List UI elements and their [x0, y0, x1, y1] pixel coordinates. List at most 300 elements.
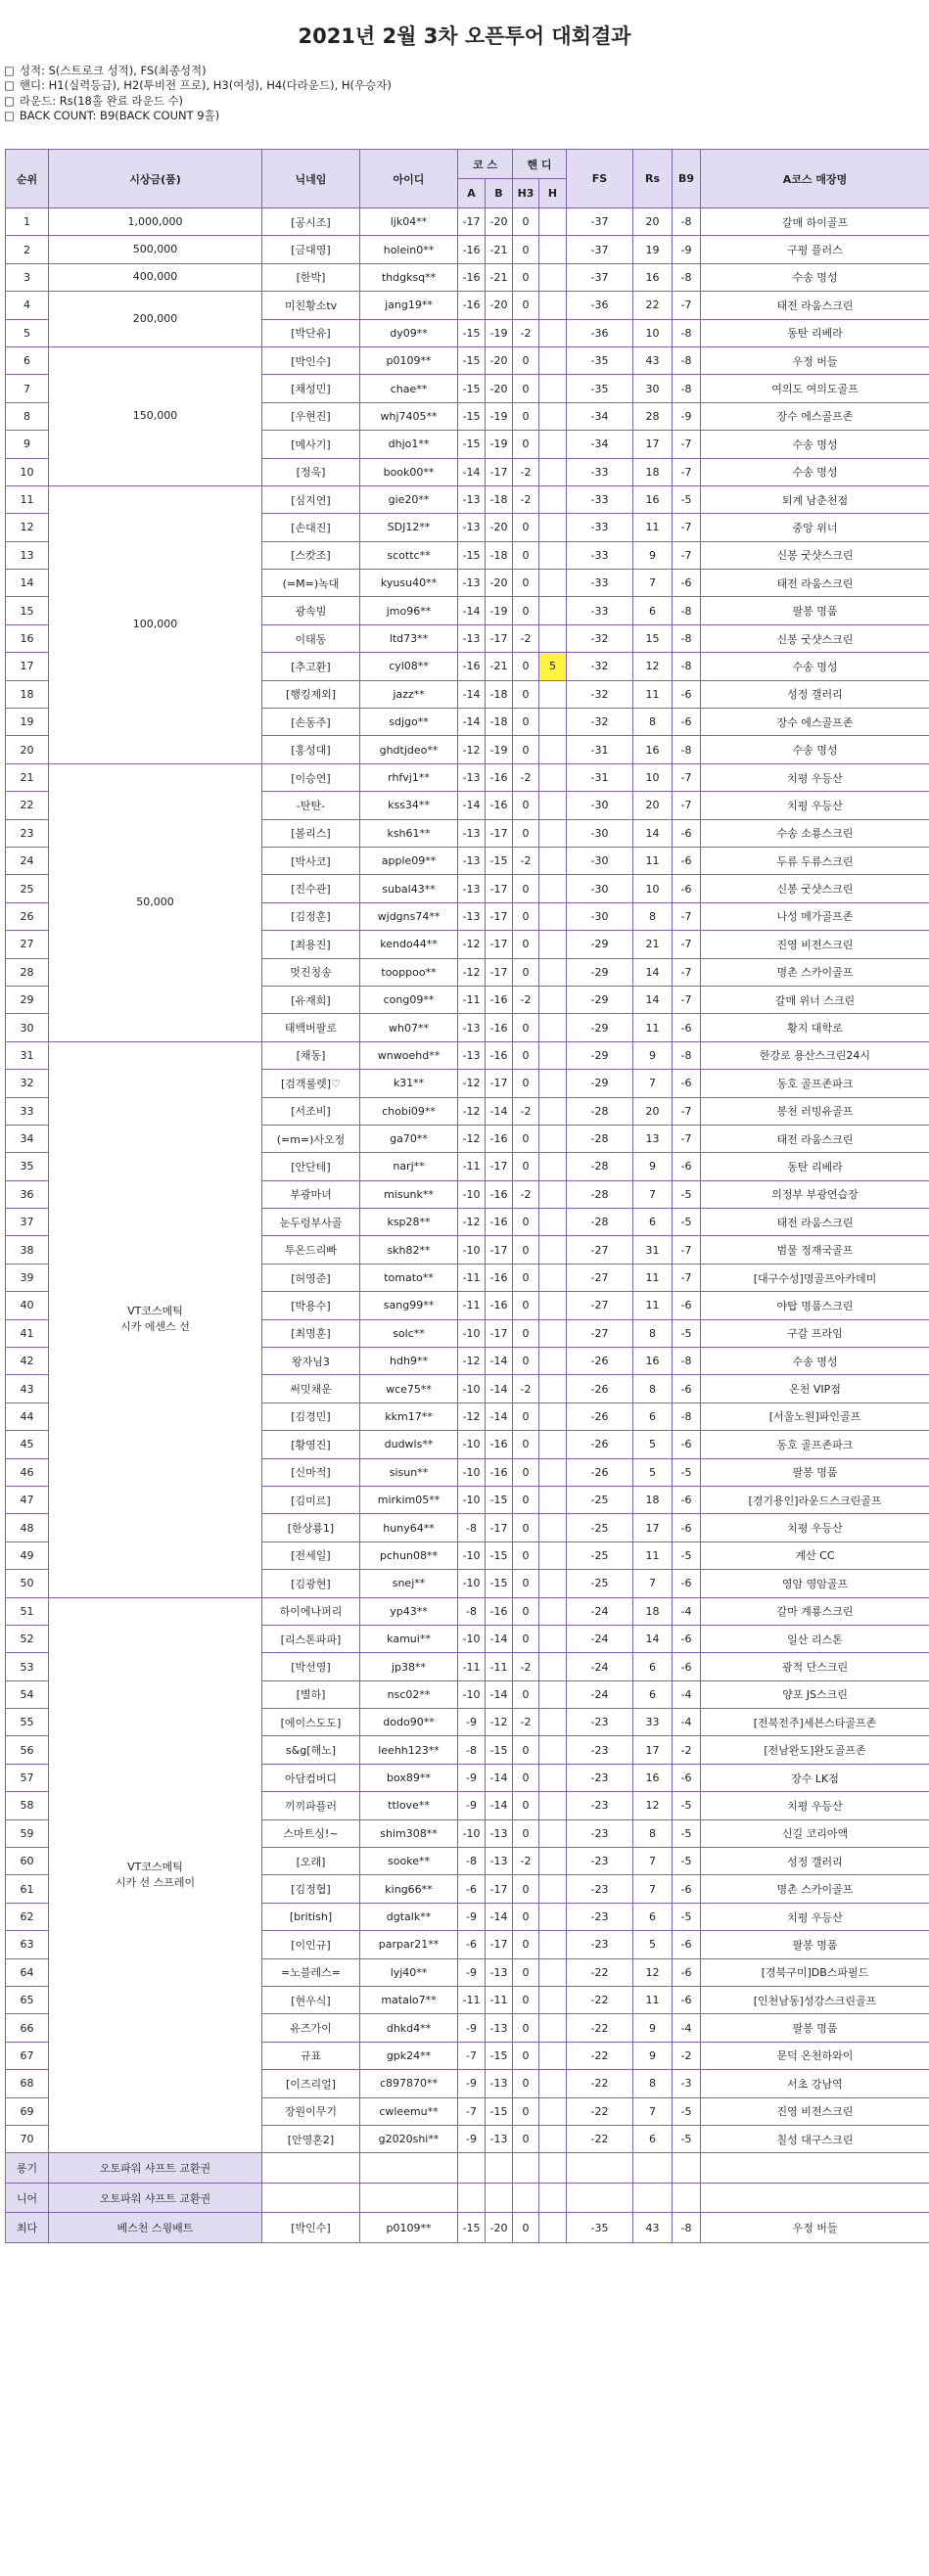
- nickname-cell: [김미르]: [262, 1486, 360, 1513]
- b-cell: -14: [486, 1348, 513, 1375]
- rs-cell: 28: [633, 402, 673, 430]
- store-cell: 장수 LK점: [701, 1764, 929, 1791]
- b9-cell: -9: [673, 236, 701, 263]
- id-cell: king66**: [360, 1875, 458, 1903]
- b9-cell: -8: [673, 263, 701, 291]
- h-cell: [539, 819, 567, 847]
- nickname-cell: 미친황소tv: [262, 292, 360, 319]
- b9-cell: -6: [673, 1014, 701, 1041]
- rs-cell: 6: [633, 2125, 673, 2152]
- id-cell: shim308**: [360, 1819, 458, 1847]
- b-cell: -13: [486, 2014, 513, 2042]
- store-cell: [전북전주]세븐스타골프존: [701, 1709, 929, 1736]
- h3-cell: 0: [513, 902, 539, 930]
- b-cell: -17: [486, 1070, 513, 1097]
- b-cell: -14: [486, 1792, 513, 1819]
- store-cell: 갈마 계룡스크린: [701, 1597, 929, 1625]
- rank-cell: 67: [6, 2042, 49, 2069]
- id-cell: ltd73**: [360, 624, 458, 652]
- h3-cell: 0: [513, 1514, 539, 1541]
- b-cell: -14: [486, 1680, 513, 1708]
- nickname-cell: [김광현]: [262, 1570, 360, 1597]
- h3-cell: 0: [513, 1014, 539, 1041]
- b9-cell: -6: [673, 680, 701, 708]
- nickname-cell: 규표: [262, 2042, 360, 2069]
- rs-cell: 10: [633, 763, 673, 791]
- nickname-cell: [채동]: [262, 1041, 360, 1069]
- h3-cell: 0: [513, 709, 539, 736]
- rank-cell: 7: [6, 375, 49, 402]
- id-cell: misunk**: [360, 1180, 458, 1208]
- b-cell: -15: [486, 1736, 513, 1764]
- rs-cell: 19: [633, 236, 673, 263]
- rank-cell: 65: [6, 1987, 49, 2014]
- id-cell: kamui**: [360, 1625, 458, 1652]
- h-cell: [539, 763, 567, 791]
- id-cell: p0109**: [360, 2213, 458, 2243]
- rs-cell: 12: [633, 1792, 673, 1819]
- h3-cell: 0: [513, 1292, 539, 1319]
- b9-cell: -6: [673, 1292, 701, 1319]
- b-cell: -16: [486, 792, 513, 819]
- fs-cell: -32: [567, 709, 633, 736]
- a-cell: -12: [458, 1209, 486, 1236]
- rs-cell: 11: [633, 1541, 673, 1569]
- h3-cell: 0: [513, 931, 539, 958]
- a-cell: -11: [458, 1653, 486, 1680]
- rank-cell: 37: [6, 1209, 49, 1236]
- store-cell: 수송 명성: [701, 263, 929, 291]
- prize-cell: 100,000: [49, 485, 262, 763]
- store-cell: 성정 갤러리: [701, 680, 929, 708]
- rs-cell: 5: [633, 1458, 673, 1486]
- a-cell: -16: [458, 263, 486, 291]
- b9-cell: -6: [673, 1931, 701, 1958]
- b9-cell: -8: [673, 1041, 701, 1069]
- rs-cell: 18: [633, 1597, 673, 1625]
- rs-cell: 9: [633, 1041, 673, 1069]
- b-cell: -19: [486, 402, 513, 430]
- fs-cell: -26: [567, 1403, 633, 1430]
- h-cell: [539, 1403, 567, 1430]
- h-cell: [539, 2097, 567, 2125]
- a-cell: -10: [458, 1680, 486, 1708]
- store-cell: 치평 우등산: [701, 1903, 929, 1930]
- store-cell: 신길 코리아액: [701, 1819, 929, 1847]
- legend: [0, 64, 929, 139]
- store-cell: 성정 갤러리: [701, 1848, 929, 1875]
- b9-cell: -7: [673, 1236, 701, 1264]
- nickname-cell: [서조비]: [262, 1097, 360, 1125]
- b9-cell: -7: [673, 514, 701, 541]
- b9-cell: [673, 2153, 701, 2184]
- a-cell: -12: [458, 1403, 486, 1430]
- nickname-cell: [볼리스]: [262, 819, 360, 847]
- h-cell: [539, 2213, 567, 2243]
- fs-cell: -29: [567, 1014, 633, 1041]
- h-cell: [539, 986, 567, 1013]
- fs-cell: -33: [567, 597, 633, 624]
- h3-cell: 0: [513, 208, 539, 236]
- a-cell: -12: [458, 1348, 486, 1375]
- a-cell: -13: [458, 847, 486, 874]
- id-cell: sang99**: [360, 1292, 458, 1319]
- a-cell: -8: [458, 1736, 486, 1764]
- b9-cell: -8: [673, 208, 701, 236]
- b9-cell: -7: [673, 458, 701, 485]
- a-cell: -9: [458, 1903, 486, 1930]
- rank-cell: 27: [6, 931, 49, 958]
- nickname-cell: [공시조]: [262, 208, 360, 236]
- b-cell: -19: [486, 431, 513, 458]
- table-row: [6, 1041, 929, 1069]
- b9-cell: -4: [673, 1597, 701, 1625]
- h-cell: [539, 514, 567, 541]
- h-cell: [539, 1458, 567, 1486]
- b-cell: -20: [486, 514, 513, 541]
- b9-cell: -6: [673, 1570, 701, 1597]
- a-cell: -11: [458, 986, 486, 1013]
- nickname-cell: (=M=)녹대: [262, 570, 360, 597]
- h-cell: [539, 1264, 567, 1291]
- a-cell: -8: [458, 1848, 486, 1875]
- col-a: A: [458, 179, 486, 208]
- b-cell: -16: [486, 1292, 513, 1319]
- h3-cell: 0: [513, 653, 539, 680]
- b-cell: -17: [486, 1514, 513, 1541]
- a-cell: -16: [458, 292, 486, 319]
- rank-cell: 23: [6, 819, 49, 847]
- rank-cell: 56: [6, 1736, 49, 1764]
- store-cell: 갈매 위너 스크린: [701, 986, 929, 1013]
- store-cell: 동탄 리베라: [701, 319, 929, 346]
- b9-cell: -7: [673, 541, 701, 569]
- rank-cell: 42: [6, 1348, 49, 1375]
- fs-cell: -29: [567, 1070, 633, 1097]
- b9-cell: -6: [673, 709, 701, 736]
- nickname-cell: [이인규]: [262, 1931, 360, 1958]
- rank-cell: 50: [6, 1570, 49, 1597]
- h-cell: [539, 1792, 567, 1819]
- id-cell: rhfvj1**: [360, 763, 458, 791]
- b-cell: -16: [486, 1264, 513, 1291]
- fs-cell: -26: [567, 1348, 633, 1375]
- b9-cell: -6: [673, 1875, 701, 1903]
- id-cell: jang19**: [360, 292, 458, 319]
- rs-cell: 18: [633, 1486, 673, 1513]
- nickname-cell: [진수관]: [262, 875, 360, 902]
- id-cell: ghdtjdeo**: [360, 736, 458, 763]
- h3-cell: -2: [513, 319, 539, 346]
- fs-cell: -22: [567, 2070, 633, 2097]
- a-cell: -14: [458, 597, 486, 624]
- rs-cell: 16: [633, 1764, 673, 1791]
- nickname-cell: [한박]: [262, 263, 360, 291]
- store-cell: 나성 메가골프존: [701, 902, 929, 930]
- h3-cell: 0: [513, 736, 539, 763]
- fs-cell: -34: [567, 402, 633, 430]
- b-cell: -13: [486, 2125, 513, 2152]
- col-prize: 시상금(품): [49, 150, 262, 208]
- h-cell: [539, 1319, 567, 1347]
- id-cell: jazz**: [360, 680, 458, 708]
- h-cell: [539, 2042, 567, 2069]
- nickname-cell: [허영준]: [262, 1264, 360, 1291]
- h3-cell: -2: [513, 847, 539, 874]
- b9-cell: -7: [673, 292, 701, 319]
- b-cell: -15: [486, 1570, 513, 1597]
- nickname-cell: 장원이무기: [262, 2097, 360, 2125]
- rank-cell: 4: [6, 292, 49, 319]
- store-cell: 두류 두류스크린: [701, 847, 929, 874]
- nickname-cell: [황영진]: [262, 1431, 360, 1458]
- b-cell: -16: [486, 1180, 513, 1208]
- rank-cell: 9: [6, 431, 49, 458]
- b-cell: -15: [486, 1486, 513, 1513]
- store-cell: 서초 강남역: [701, 2070, 929, 2097]
- b-cell: -15: [486, 2097, 513, 2125]
- h3-cell: 0: [513, 1431, 539, 1458]
- fs-cell: -28: [567, 1153, 633, 1180]
- special-prize-cell: 오토파워 샤프트 교환권: [49, 2183, 262, 2213]
- nickname-cell: [최용진]: [262, 931, 360, 958]
- a-cell: -9: [458, 2014, 486, 2042]
- rs-cell: 14: [633, 819, 673, 847]
- id-cell: jmo96**: [360, 597, 458, 624]
- h-cell: [539, 1764, 567, 1791]
- store-cell: 태전 라움스크린: [701, 292, 929, 319]
- b9-cell: -5: [673, 2125, 701, 2152]
- b-cell: -16: [486, 1597, 513, 1625]
- nickname-cell: [박인수]: [262, 346, 360, 374]
- b9-cell: -7: [673, 958, 701, 986]
- a-cell: -14: [458, 458, 486, 485]
- h-cell: [539, 902, 567, 930]
- id-cell: kyusu40**: [360, 570, 458, 597]
- h3-cell: 0: [513, 236, 539, 263]
- store-cell: 장수 에스골프존: [701, 709, 929, 736]
- b9-cell: -4: [673, 2014, 701, 2042]
- b9-cell: -7: [673, 1125, 701, 1152]
- rs-cell: 9: [633, 2014, 673, 2042]
- h-cell: [539, 236, 567, 263]
- h3-cell: 0: [513, 819, 539, 847]
- id-cell: pchun08**: [360, 1541, 458, 1569]
- fs-cell: -35: [567, 2213, 633, 2243]
- h-cell: [539, 1292, 567, 1319]
- rs-cell: 7: [633, 1570, 673, 1597]
- rank-cell: 24: [6, 847, 49, 874]
- h-cell: [539, 1987, 567, 2014]
- h3-cell: 0: [513, 1625, 539, 1652]
- col-rs: Rs: [633, 150, 673, 208]
- b9-cell: -6: [673, 847, 701, 874]
- rank-cell: 2: [6, 236, 49, 263]
- id-cell: ljk04**: [360, 208, 458, 236]
- store-cell: 팔봉 명품: [701, 2014, 929, 2042]
- a-cell: -15: [458, 541, 486, 569]
- a-cell: -9: [458, 1709, 486, 1736]
- rank-cell: 39: [6, 1264, 49, 1291]
- h3-cell: 0: [513, 1264, 539, 1291]
- store-cell: 의정부 부광연습장: [701, 1180, 929, 1208]
- table-row: [6, 763, 929, 791]
- h3-cell: 0: [513, 2213, 539, 2243]
- b9-cell: -7: [673, 986, 701, 1013]
- rank-cell: 47: [6, 1486, 49, 1513]
- rs-cell: 31: [633, 1236, 673, 1264]
- a-cell: -11: [458, 1987, 486, 2014]
- h-cell: [539, 2014, 567, 2042]
- a-cell: -10: [458, 1819, 486, 1847]
- h3-cell: 0: [513, 431, 539, 458]
- a-cell: -13: [458, 819, 486, 847]
- b9-cell: -4: [673, 1709, 701, 1736]
- h-cell: [539, 1514, 567, 1541]
- special-row: [6, 2213, 929, 2243]
- b9-cell: -7: [673, 1097, 701, 1125]
- b9-cell: -4: [673, 1680, 701, 1708]
- store-cell: 수송 명성: [701, 653, 929, 680]
- store-cell: 태전 라움스크린: [701, 1209, 929, 1236]
- h3-cell: 0: [513, 1458, 539, 1486]
- a-cell: [458, 2183, 486, 2213]
- col-id: 아이디: [360, 150, 458, 208]
- fs-cell: -23: [567, 1736, 633, 1764]
- a-cell: -15: [458, 375, 486, 402]
- b9-cell: -6: [673, 1514, 701, 1541]
- rank-cell: 49: [6, 1541, 49, 1569]
- h-cell: [539, 1736, 567, 1764]
- fs-cell: -22: [567, 2042, 633, 2069]
- legend-handicap: □ 핸디: H1(실력등급), H2(투비전 프로), H3(여성), H4(다라운드), H(우승자): [4, 78, 929, 93]
- h3-cell: 0: [513, 346, 539, 374]
- h3-cell: [513, 2153, 539, 2184]
- id-cell: scottc**: [360, 541, 458, 569]
- h-cell: [539, 2125, 567, 2152]
- results-table: [5, 149, 929, 2243]
- id-cell: leehh123**: [360, 1736, 458, 1764]
- h3-cell: 0: [513, 958, 539, 986]
- table-row: [6, 263, 929, 291]
- id-cell: k31**: [360, 1070, 458, 1097]
- nickname-cell: [262, 2183, 360, 2213]
- rank-cell: 10: [6, 458, 49, 485]
- b-cell: -14: [486, 1764, 513, 1791]
- rs-cell: 43: [633, 2213, 673, 2243]
- id-cell: yp43**: [360, 1597, 458, 1625]
- nickname-cell: [안단테]: [262, 1153, 360, 1180]
- b-cell: -17: [486, 1931, 513, 1958]
- a-cell: -15: [458, 319, 486, 346]
- h3-cell: 0: [513, 1209, 539, 1236]
- h3-cell: 0: [513, 1125, 539, 1152]
- id-cell: nsc02**: [360, 1680, 458, 1708]
- nickname-cell: 써밋채운: [262, 1375, 360, 1403]
- rank-cell: 22: [6, 792, 49, 819]
- nickname-cell: [오래]: [262, 1848, 360, 1875]
- h3-cell: 0: [513, 875, 539, 902]
- b9-cell: -6: [673, 570, 701, 597]
- store-cell: 칠성 대구스크린: [701, 2125, 929, 2152]
- fs-cell: -22: [567, 2097, 633, 2125]
- rs-cell: 6: [633, 1403, 673, 1430]
- h-cell: [539, 375, 567, 402]
- b9-cell: -8: [673, 346, 701, 374]
- a-cell: -14: [458, 680, 486, 708]
- b-cell: [486, 2183, 513, 2213]
- fs-cell: -30: [567, 847, 633, 874]
- prize-cell: 200,000: [49, 292, 262, 347]
- rank-cell: 15: [6, 597, 49, 624]
- store-cell: 동호 골프존파크: [701, 1431, 929, 1458]
- fs-cell: -32: [567, 653, 633, 680]
- rs-cell: 7: [633, 1070, 673, 1097]
- b-cell: -16: [486, 1041, 513, 1069]
- fs-cell: -29: [567, 931, 633, 958]
- b-cell: -18: [486, 680, 513, 708]
- h3-cell: 0: [513, 1041, 539, 1069]
- h-cell: [539, 847, 567, 874]
- fs-cell: -25: [567, 1570, 633, 1597]
- a-cell: -13: [458, 875, 486, 902]
- store-cell: 우정 버들: [701, 346, 929, 374]
- b-cell: -17: [486, 1153, 513, 1180]
- fs-cell: -31: [567, 763, 633, 791]
- id-cell: gpk24**: [360, 2042, 458, 2069]
- rank-cell: 44: [6, 1403, 49, 1430]
- a-cell: -13: [458, 624, 486, 652]
- fs-cell: -23: [567, 1875, 633, 1903]
- h-cell: [539, 541, 567, 569]
- id-cell: dhkd4**: [360, 2014, 458, 2042]
- id-cell: SDJ12**: [360, 514, 458, 541]
- h-cell: [539, 1709, 567, 1736]
- b-cell: -14: [486, 1375, 513, 1403]
- h-cell: [539, 1486, 567, 1513]
- b-cell: -17: [486, 875, 513, 902]
- legend-round: □ 라운드: Rs(18홀 완료 라운드 수): [4, 94, 929, 109]
- h3-cell: 0: [513, 263, 539, 291]
- h-cell: [539, 680, 567, 708]
- h3-cell: 0: [513, 375, 539, 402]
- b9-cell: -5: [673, 1792, 701, 1819]
- b9-cell: -6: [673, 1431, 701, 1458]
- fs-cell: -35: [567, 346, 633, 374]
- fs-cell: -26: [567, 1431, 633, 1458]
- id-cell: apple09**: [360, 847, 458, 874]
- a-cell: -9: [458, 2070, 486, 2097]
- id-cell: p0109**: [360, 346, 458, 374]
- store-cell: 황지 대학로: [701, 1014, 929, 1041]
- h3-cell: 0: [513, 2042, 539, 2069]
- h-cell: [539, 1153, 567, 1180]
- h-cell: [539, 1541, 567, 1569]
- b9-cell: -7: [673, 431, 701, 458]
- b-cell: -13: [486, 1848, 513, 1875]
- rank-cell: 41: [6, 1319, 49, 1347]
- nickname-cell: [김정협]: [262, 1875, 360, 1903]
- fs-cell: -31: [567, 736, 633, 763]
- fs-cell: -27: [567, 1236, 633, 1264]
- h-cell: [539, 402, 567, 430]
- a-cell: -10: [458, 1236, 486, 1264]
- fs-cell: -33: [567, 485, 633, 513]
- id-cell: cwleemu**: [360, 2097, 458, 2125]
- fs-cell: -23: [567, 1709, 633, 1736]
- b-cell: -17: [486, 1236, 513, 1264]
- b9-cell: -5: [673, 485, 701, 513]
